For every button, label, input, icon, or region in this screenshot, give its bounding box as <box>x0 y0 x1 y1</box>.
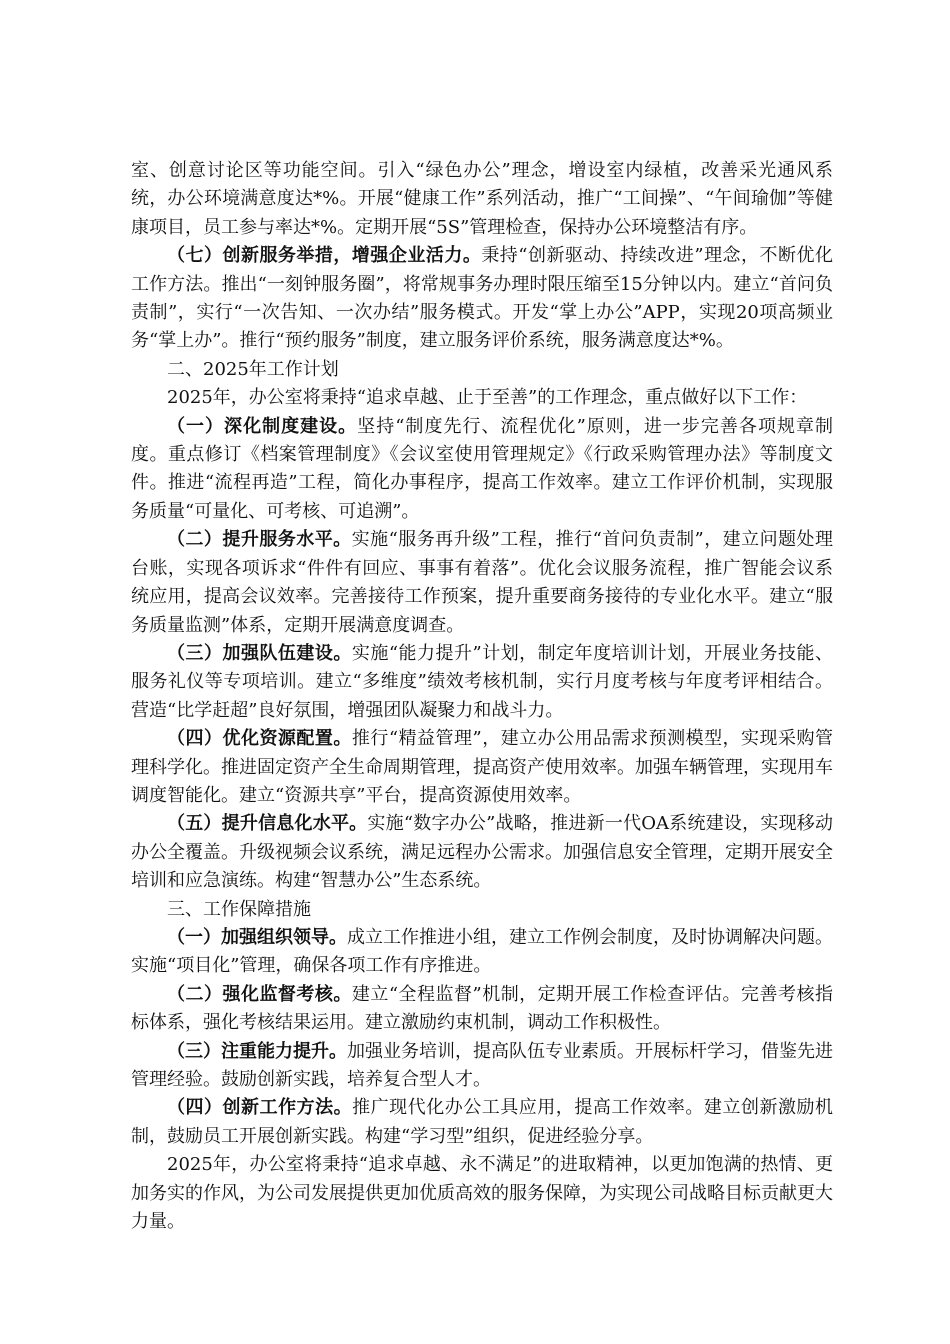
paragraph-lead: （一）加强组织领导。 <box>167 926 347 948</box>
paragraph-text: 2025年，办公室将秉持“追求卓越、永不满足”的进取精神，以更加饱满的热情、更加务实的作风，为公司发展提供更加优质高效的服务保障，为实现公司战略目标贡献更大力量。 <box>131 1154 833 1233</box>
paragraph-lead: （二）强化监督考核。 <box>167 983 352 1005</box>
paragraph-text: 成立工作推进小组，建立工作例会制度，及时协调解决问题。实施“项目化”管理，确保各项工作有序推进。 <box>131 926 833 977</box>
paragraph-lead: （三）注重能力提升。 <box>167 1040 347 1062</box>
paragraph <box>131 413 833 527</box>
paragraph-text: 坚持“制度先行、流程优化”原则，进一步完善各项规章制度。重点修订《档案管理制度》《会议室使用管理规定》《行政采购管理办法》等制度文件。推进“流程再造”工程，简化办事程序，提高工作效率。建立工作评价机制，实现服务质量“可量化、可考核、可追溯”。 <box>131 415 833 522</box>
section-heading-text: 三、工作保障措施 <box>167 898 311 920</box>
paragraph-lead: （四）创新工作方法。 <box>167 1097 353 1119</box>
paragraph-text: 2025年，办公室将秉持“追求卓越、止于至善”的工作理念，重点做好以下工作： <box>167 387 808 409</box>
paragraph <box>131 981 833 1038</box>
paragraph <box>131 725 833 810</box>
section-heading <box>131 896 833 924</box>
paragraph-text: 实施“数字办公”战略，推进新一代OA系统建设，实现移动办公全覆盖。升级视频会议系统，满足远程办公需求。加强信息安全管理，定期开展安全培训和应急演练。构建“智慧办公”生态系统。 <box>131 813 834 892</box>
section-heading-text: 二、2025年工作计划 <box>167 358 339 380</box>
paragraph-text: 秉持“创新驱动、持续改进”理念，不断优化工作方法。推出“一刻钟服务圈”，将常规事务办理时限压缩至15分钟以内。建立“首问负责制”，实行“一次告知、一次办结”服务模式。开发“掌上办公”APP，实现20项高频业务“掌上办”。推行“预约服务”制度，建立服务评价系统，服务满意度达*%。 <box>131 245 834 352</box>
paragraph <box>131 242 833 356</box>
paragraph-lead: （七）创新服务举措，增强企业活力。 <box>167 245 482 267</box>
paragraph-lead: （三）加强队伍建设。 <box>167 642 352 664</box>
paragraph-lead: （二）提升服务水平。 <box>167 529 352 551</box>
paragraph <box>131 1094 833 1151</box>
paragraph <box>131 924 833 981</box>
paragraph <box>131 640 833 725</box>
paragraph-text: 推行“精益管理”，建立办公用品需求预测模型，实现采购管理科学化。推进固定资产全生命周期管理，提高资产使用效率。加强车辆管理，实现用车调度智能化。建立“资源共享”平台，提高资源使用效率。 <box>131 728 833 806</box>
paragraph-text: 实施“服务再升级”工程，推行“首问负责制”，建立问题处理台账，实现各项诉求“件件有回应、事事有着落”。优化会议服务流程，推广智能会议系统应用，提高会议效率。完善接待工作预案，提升重要商务接待的专业化水平。建立“服务质量监测”体系，定期开展满意度调查。 <box>131 529 834 636</box>
section-heading <box>131 356 833 384</box>
paragraph <box>131 810 833 895</box>
paragraph-lead: （一）深化制度建设。 <box>167 415 358 437</box>
paragraph-text: 实施“能力提升”计划，制定年度培训计划，开展业务技能、服务礼仪等专项培训。建立“多维度”绩效考核机制，实行月度考核与年度考评相结合。营造“比学赶超”良好氛围，增强团队凝聚力和战斗力。 <box>131 642 833 721</box>
paragraph-text: 室、创意讨论区等功能空间。引入“绿色办公”理念，增设室内绿植，改善采光通风系统，办公环境满意度达*%。开展“健康工作”系列活动，推广“工间操”、“午间瑜伽”等健康项目，员工参与率达*%。定期开展“5S”管理检查，保持办公环境整洁有序。 <box>131 160 833 238</box>
paragraph-lead: （四）优化资源配置。 <box>167 728 352 750</box>
paragraph-text: 加强业务培训，提高队伍专业素质。开展标杆学习，借鉴先进管理经验。鼓励创新实践，培养复合型人才。 <box>131 1040 833 1090</box>
paragraph <box>131 384 833 412</box>
paragraph <box>131 1151 833 1236</box>
paragraph <box>131 526 833 640</box>
document-body <box>131 157 833 1236</box>
paragraph-lead: （五）提升信息化水平。 <box>167 813 368 835</box>
paragraph-text: 推广现代化办公工具应用，提高工作效率。建立创新激励机制，鼓励员工开展创新实践。构建“学习型”组织，促进经验分享。 <box>131 1097 834 1147</box>
paragraph-text: 建立“全程监督”机制，定期开展工作检查评估。完善考核指标体系，强化考核结果运用。建立激励约束机制，调动工作积极性。 <box>131 983 833 1034</box>
paragraph <box>131 1038 833 1095</box>
paragraph <box>131 157 833 242</box>
